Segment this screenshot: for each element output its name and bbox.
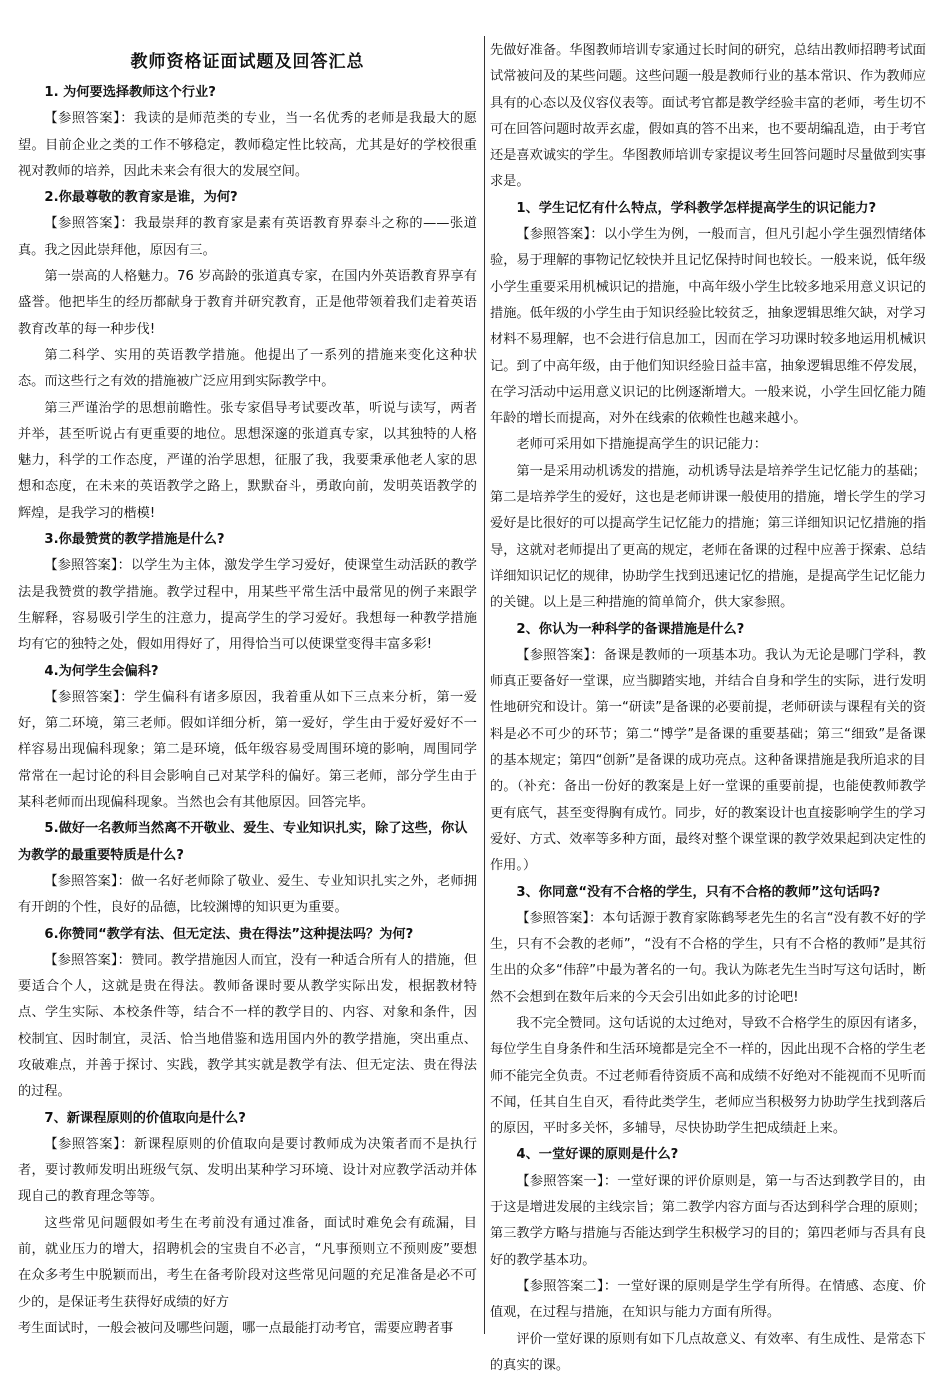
- left-column-body: [18, 80, 477, 1342]
- right-column: [490, 38, 926, 1373]
- column-divider: [484, 36, 485, 1334]
- question-heading: 2、你认为一种科学的备课措施是什么?: [516, 621, 745, 637]
- answer-paragraph: 这些常见问题假如考生在考前没有通过准备，面试时难免会有疏漏，目前，就业压力的增大，招聘机会的宝贵自不必言，“凡事预则立不预则废”要想在众多考生中脱颖而出，考生在备考阶段对这些常见问题的充足准备是必不可少的，是保证考生获得好成绩的好方: [18, 1215, 477, 1310]
- answer-paragraph: 【参照答案】：我最崇拜的教育家是素有英语教育界泰斗之称的——张道真。我之因此崇拜他，原因有三。: [18, 216, 477, 258]
- paragraph-continued: 先做好准备。华图教师培训专家通过长时间的研究，总结出教师招聘考试面试常被问及的某些问题。这些问题一般是教师行业的基本常识、作为教师应具有的心态以及仪容仪表等。面试考官都是教学经验丰富的老师，考生切不可在回答问题时故弄玄虚，假如真的答不出来，也不要胡编乱造，由于考官还是喜欢诚实的学生。华图教师培训专家提议考生回答问题时尽量做到实事求是。: [490, 43, 926, 190]
- answer-paragraph: 老师可采用如下措施提高学生的识记能力：: [516, 437, 767, 453]
- answer-paragraph: 【参照答案】：以学生为主体，激发学生学习爱好，使课堂生动活跃的教学法是我赞赏的教学措施。教学过程中，用某些平常生活中最常见的例子来跟学生解释，容易吸引学生的注意力，提高学生的学习爱好。我想每一种教学措施均有它的独特之处，假如用得好了，用得恰当可以使课堂变得丰富多彩!: [18, 558, 477, 653]
- answer-paragraph: 【参照答案】：赞同。教学措施因人而宜，没有一种适合所有人的措施，但要适合个人，这就是贵在得法。教师备课时要从教学实际出发，根据教材特点、学生实际、本校条件等，结合不一样的教学目的、内容、对象和条件，因校制宜、因时制宜，灵活、恰当地借鉴和选用国内外的教学措施，突出重点、攻破难点，并善于探讨、实践，教学其实就是教学有法、但无定法、贵在得法的过程。: [18, 952, 477, 1100]
- answer-paragraph: 【参照答案】：备课是教师的一项基本功。我认为无论是哪门学科，教师真正要备好一堂课，应当脚踏实地，并结合自身和学生的实际，进行发明性地研究和设计。第一“研读”是备课的必要前提，老师研读与课程有关的资料是必不可少的环节；第二“博学”是备课的重要基础；第三“细致”是备课的基本规定；第四“创新”是备课的成功亮点。这种备课措施是我所追求的目的。（补充：备出一份好的教案是上好一堂课的重要前提，也能使教师教学更有底气，甚至变得胸有成竹。同步，好的教案设计也直接影响学生的学习爱好、方式、效率等多种方面，最终对整个课堂课的教学效果起到决定性的作用。）: [490, 647, 926, 874]
- answer-paragraph: 我不完全赞同。这句话说的太过绝对，导致不合格学生的原因有诸多，每位学生自身条件和生活环境都是完全不一样的，因此出现不合格的学生老师不能完全负责。不过老师看待资质不高和成绩不好绝对不能视而不见听而不闻，任其自生自灭，看待此类学生，老师应当积极努力协助学生找到落后的原因，平时多关怀，多辅导，尽快协助学生把成绩赶上来。: [490, 1015, 926, 1137]
- question-heading: 2.你最尊敬的教育家是谁，为何?: [44, 190, 238, 206]
- answer-paragraph: 【参照答案】：本句话源于教育家陈鹤琴老先生的名言“没有教不好的学生，只有不会教的老师”，“没有不合格的学生，只有不合格的教师”是其衍生出的众多“伟辞”中最为著名的一句。我认为陈老先生当时写这句话时，断然不会想到在数年后来的今天会引出如此多的讨论吧!: [490, 910, 926, 1005]
- paragraph-continued: 考生面试时，一般会被问及哪些问题，哪一点最能打动考官，需要应聘者事: [18, 1320, 454, 1336]
- answer-paragraph: 【参照答案一】：一堂好课的评价原则是，第一与否达到教学目的，由于这是增进发展的主线宗旨；第二教学内容方面与否达到科学合理的原则；第三教学方略与措施与否能达到学生积极学习的目的；第四老师与否具有良好的教学基本功。: [490, 1173, 926, 1268]
- document-title: 教师资格证面试题及回答汇总: [130, 52, 365, 72]
- answer-paragraph: 【参照答案】：做一名好老师除了敬业、爱生、专业知识扎实之外，老师拥有开朗的个性，良好的品德，比较渊博的知识更为重要。: [18, 873, 477, 916]
- question-heading: 3、你同意“没有不合格的学生，只有不合格的教师”这句话吗?: [516, 884, 881, 900]
- question-heading: 1. 为何要选择教师这个行业?: [44, 85, 216, 100]
- answer-paragraph: 【参照答案】：我读的是师范类的专业，当一名优秀的老师是我最大的愿望。目前企业之类的工作不够稳定，教师稳定性比较高，尤其是好的学校很重视对教师的培养，因此未来会有很大的发展空间。: [18, 111, 477, 179]
- left-column: [18, 36, 477, 1336]
- question-heading: 5.做好一名教师当然离不开敬业、爱生、专业知识扎实，除了这些，你认为教学的最重要特质是什么?: [18, 821, 468, 863]
- question-heading: 4.为何学生会偏科?: [44, 663, 159, 679]
- right-column-body: [490, 38, 926, 1379]
- answer-paragraph: 【参照答案】：以小学生为例，一般而言，但凡引起小学生强烈情绪体验，易于理解的事物记忆较快并且记忆保持时间也较长。一般来说，低年级小学生重要采用机械识记的措施，中高年级小学生比较多地采用意义识记的措施。低年级的小学生由于知识经验比较贫乏，抽象逻辑思维欠缺，对学习材料不易理解，也不会进行信息加工，因而在学习功课时较多地运用机械识记。到了中高年级，由于他们知识经验日益丰富，抽象逻辑思维不停发展，在学习活动中运用意义识记的比例逐渐增大。一般来说，小学生回忆能力随年龄的增长而提高，对外在线索的依赖性也越来越小。: [490, 227, 926, 427]
- answer-paragraph: 第一崇高的人格魅力。76 岁高龄的张道真专家，在国内外英语教育界享有盛誉。他把毕生的经历都献身于教育并研究教育，正是他带领着我们走着英语教育改革的每一种步伐!: [18, 269, 477, 337]
- answer-paragraph: 【参照答案】：学生偏科有诸多原因，我着重从如下三点来分析，第一爱好，第二环境，第三老师。假如详细分析，第一爱好，学生由于爱好爱好不一样容易出现偏科现象；第二是环境，低年级容易受周围环境的影响，周围同学常常在一起讨论的科目会影响自己对某学科的偏好。第三老师，部分学生由于某科老师而出现偏科现象。当然也会有其他原因。回答完毕。: [18, 689, 477, 811]
- question-heading: 4、一堂好课的原则是什么?: [516, 1147, 679, 1163]
- answer-paragraph: 【参照答案二】：一堂好课的原则是学生学有所得。在情感、态度、价值观，在过程与措施，在知识与能力方面有所得。: [490, 1278, 926, 1321]
- answer-paragraph: 评价一堂好课的原则有如下几点故意义、有效率、有生成性、是常态下的真实的课。: [490, 1331, 926, 1373]
- answer-paragraph: 第二科学、实用的英语教学措施。他提出了一系列的措施来变化这种状态。而这些行之有效的措施被广泛应用到实际教学中。: [18, 347, 477, 390]
- question-heading: 3.你最赞赏的教学措施是什么?: [44, 532, 225, 548]
- answer-paragraph: 第三严谨治学的思想前瞻性。张专家倡导考试要改革，听说与读写，两者并举，甚至听说占有更重要的地位。思想深邃的张道真专家，以其独特的人格魅力，科学的工作态度，严谨的治学思想，征服了我，我要秉承他老人家的思想和态度，在未来的英语教学之路上，默默奋斗，勇敢向前，发明英语教学的辉煌，是我学习的楷模!: [18, 400, 477, 521]
- answer-paragraph: 【参照答案】：新课程原则的价值取向是要讨教师成为决策者而不是执行者，要讨教师发明出班级气氛、发明出某种学习环境、设计对应教学活动并体现自己的教育理念等等。: [18, 1136, 477, 1205]
- question-heading: 7、新课程原则的价值取向是什么?: [44, 1110, 246, 1126]
- answer-paragraph: 第一是采用动机诱发的措施，动机诱导法是培养学生记忆能力的基础；第二是培养学生的爱好，这也是老师讲课一般使用的措施，增长学生的学习爱好是比很好的可以提高学生记忆能力的措施；第三详细知识记忆措施的指导，这就对老师提出了更高的规定，老师在备课的过程中应善于探索、总结详细知识记忆的规律，协助学生找到迅速记忆的措施，是提高学生记忆能力的关键。以上是三种措施的简单简介，供大家参照。: [490, 463, 926, 611]
- question-heading: 6.你赞同“教学有法、但无定法、贵在得法”这种提法吗？为何?: [44, 926, 414, 942]
- question-heading: 1、学生记忆有什么特点，学科教学怎样提高学生的识记能力?: [516, 200, 877, 216]
